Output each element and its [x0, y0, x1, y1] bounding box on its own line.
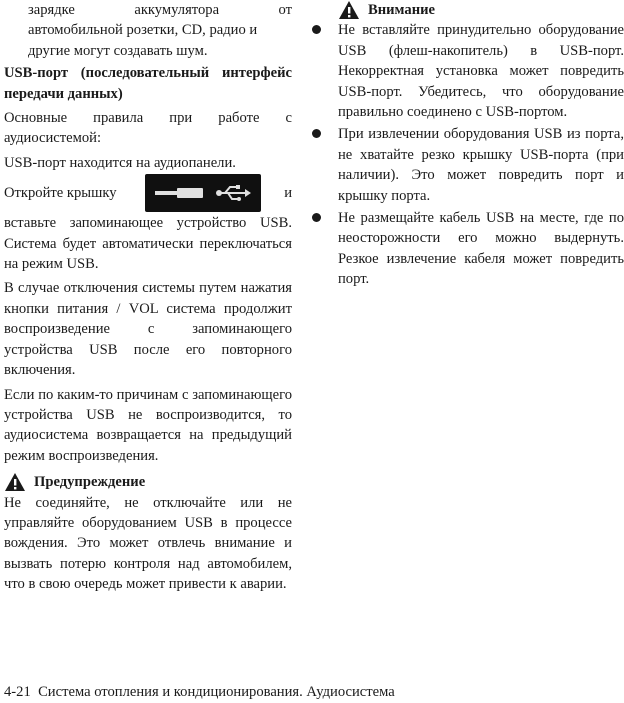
open-cover-row [4, 173, 292, 213]
warning-text: Не соединяйте, не отключайте или не управляйте оборудованием USB в процессе вождения. Это может отвлечь внимание и вызвать потерю контроля над автомобилем, что в свою очередь может привести к аварии. [4, 494, 292, 593]
left-column [4, 0, 292, 595]
insert-device-paragraph: вставьте запоминающее устройство USB. Система будет автоматически переключаться на режим USB. [4, 215, 292, 273]
bullet-dot [312, 25, 321, 34]
usb-plug-icon [155, 186, 205, 200]
intro-line-3: другие могут создавать шум. [28, 42, 208, 59]
right-column [308, 0, 624, 290]
open-cover-text: Откройте крышку [4, 184, 117, 201]
bullet-dot [312, 213, 321, 222]
warning-title: Предупреждение [34, 474, 146, 491]
rules-paragraph: Основные правила при работе с аудиосистемой: [4, 110, 292, 147]
power-off-paragraph: В случае отключения системы путем нажатия кнопки питания / VOL система продолжит воспроизведение с запоминающего устройства USB после его повторного включения. [4, 280, 292, 379]
bullet-text: Не размещайте кабель USB на месте, где по неосторожности его можно выдернуть. Резкое извлечение кабеля может повредить порт. [338, 210, 624, 288]
usb-cover-picture [145, 174, 261, 212]
bullet-dot [312, 129, 321, 138]
bullet-text: При извлечении оборудования USB из порта, не хватайте резко крышку USB-порта (при наличии). Это может повредить порт и крышку порта. [338, 126, 624, 204]
attention-title: Внимание [368, 2, 435, 18]
attention-heading [338, 0, 624, 20]
intro-line-2: автомобильной розетки, CD, радио и [28, 22, 258, 39]
list-item [308, 124, 624, 206]
open-cover-and: и [284, 184, 292, 201]
usb-port-heading: USB-порт (последовательный интерфейс передачи данных) [4, 65, 292, 102]
footer-section-title: Система отопления и кондиционирования. Аудиосистема [38, 684, 395, 700]
usb-symbol-icon [215, 184, 251, 202]
usb-location-paragraph: USB-порт находится на аудиопанели. [4, 154, 236, 171]
warning-heading [4, 472, 292, 492]
bullet-text: Не вставляйте принудительно оборудование USB (флеш-накопитель) в USB-порт. Некорректная установка может повредить USB-порт. Убедитесь, что оборудование правильно соединено с USB-портом. [338, 22, 624, 121]
page-number: 4-21 [4, 684, 31, 700]
list-item [308, 20, 624, 122]
intro-line-1: зарядке аккумулятора от [28, 2, 292, 18]
page-footer [4, 682, 395, 702]
attention-list [308, 20, 624, 289]
warning-triangle-icon [4, 472, 26, 492]
no-playback-paragraph: Если по каким-то причинам с запоминающего устройства USB не воспроизводится, то аудиосистема возвращается на предыдущий режим воспроизведения. [4, 386, 292, 464]
warning-triangle-icon [338, 0, 360, 20]
list-item [308, 208, 624, 290]
